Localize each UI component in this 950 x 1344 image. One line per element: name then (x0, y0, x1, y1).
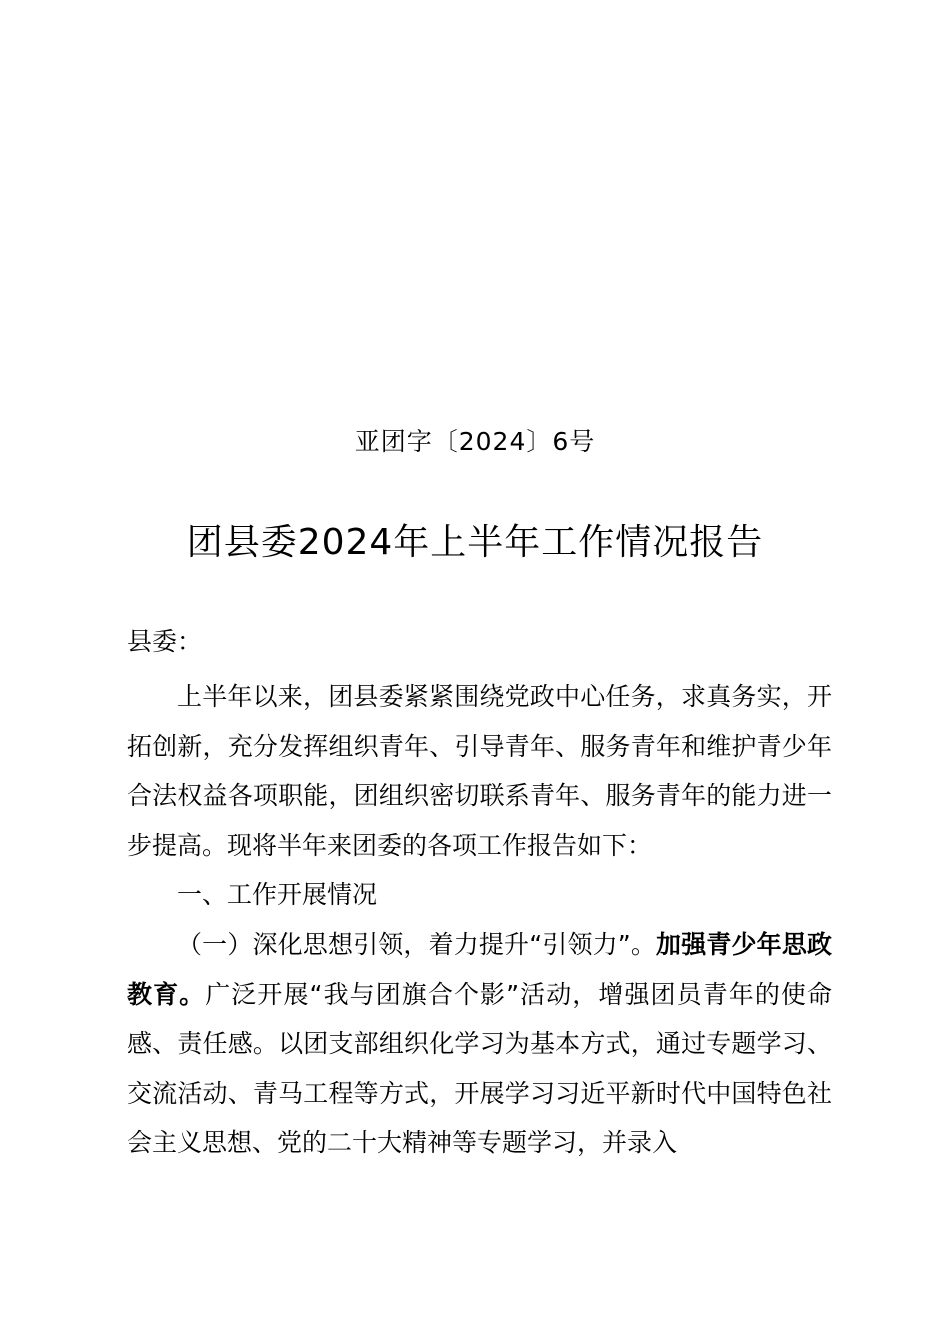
subsection-heading: （一）深化思想引领，着力提升“引领力”。 (177, 929, 657, 959)
document-title: 团县委2024年上半年工作情况报告 (186, 522, 764, 563)
document-body (127, 672, 832, 1168)
subsection-paragraph (127, 920, 832, 1168)
salutation: 县委： (127, 627, 203, 656)
subsection-body: 广泛开展“我与团旗合个影”活动，增强团员青年的使命感、责任感。以团支部组织化学习为基本方式，通过专题学习、交流活动、青马工程等方式，开展学习习近平新时代中国特色社会主义思想、党的二十大精神等专题学习，并录入 (127, 979, 832, 1158)
intro-paragraph: 上半年以来，团县委紧紧围绕党政中心任务，求真务实，开拓创新，充分发挥组织青年、引导青年、服务青年和维护青少年合法权益各项职能，团组织密切联系青年、服务青年的能力进一步提高。现将半年来团委的各项工作报告如下： (127, 682, 832, 860)
document-number: 亚团字〔2024〕6号 (354, 427, 596, 456)
section-heading: 一、工作开展情况 (177, 880, 378, 910)
subsection-bold-lead: 加强青少年思政教育。 (127, 929, 832, 1009)
